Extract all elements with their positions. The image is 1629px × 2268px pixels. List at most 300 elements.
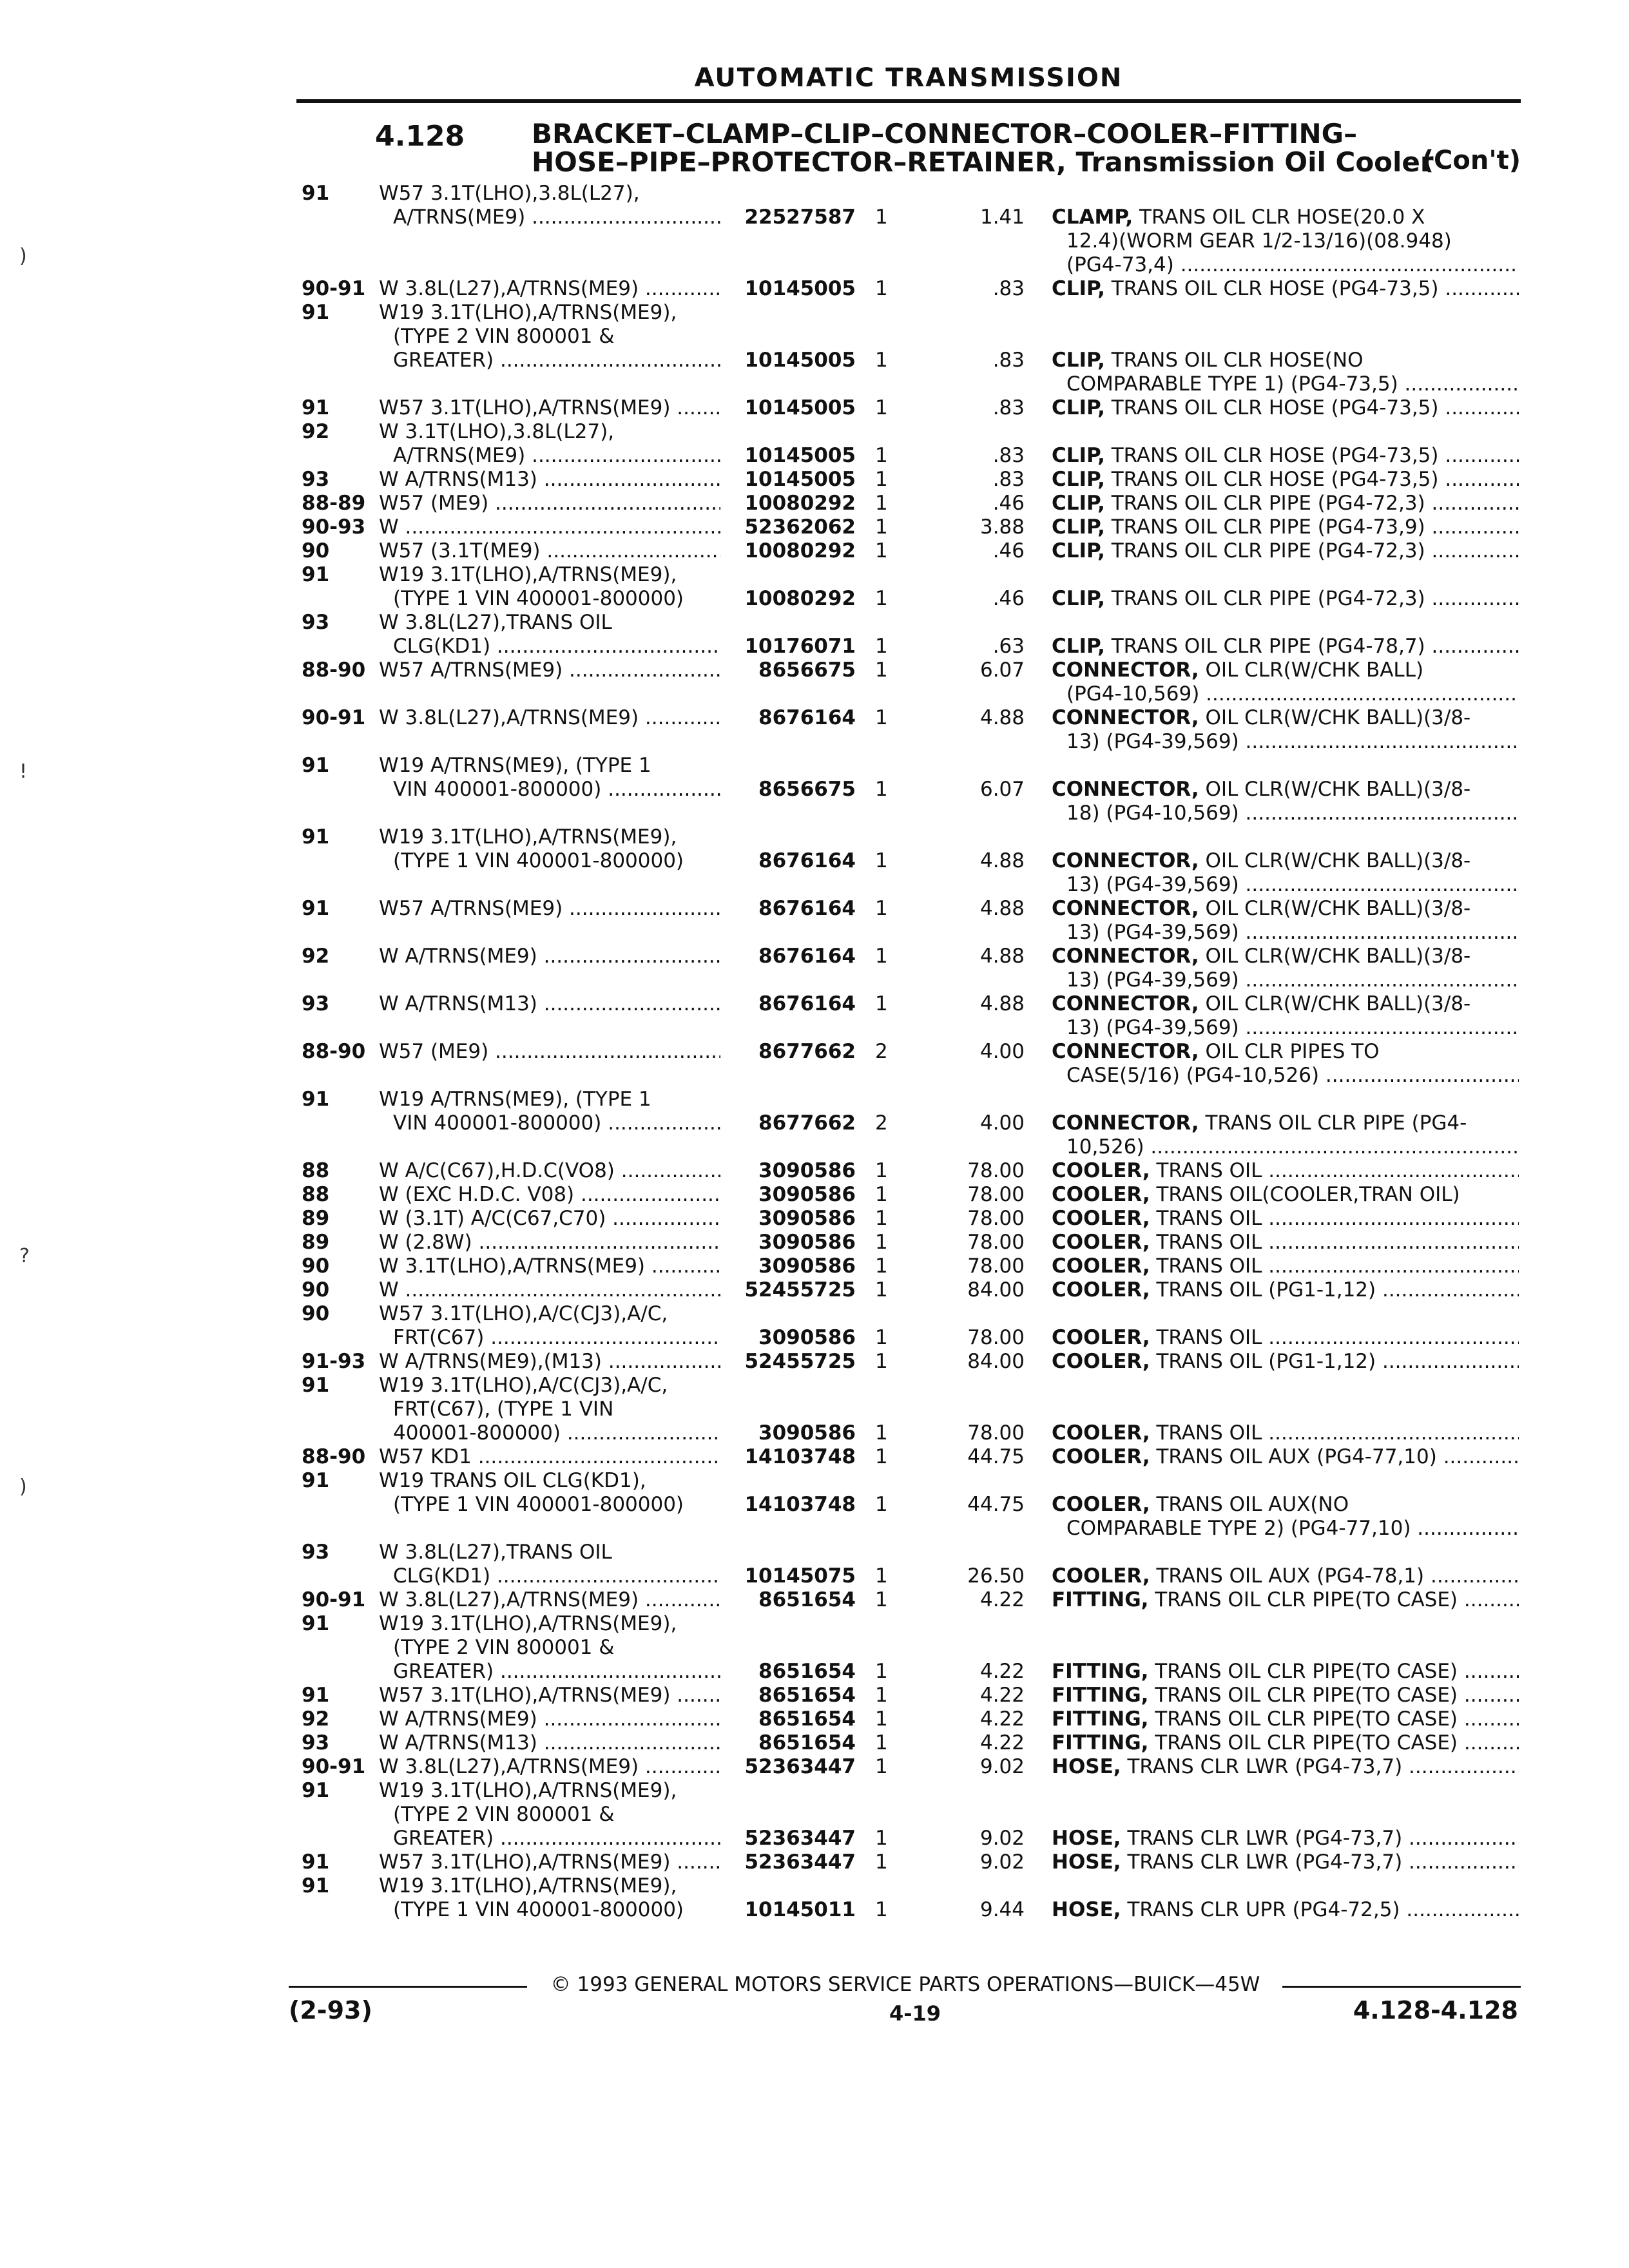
model-year: 93	[302, 611, 330, 634]
usage-description: W57 A/TRNS(ME9) .....	[379, 658, 720, 682]
table-row	[0, 1207, 1629, 1231]
quantity: 1	[875, 1660, 888, 1683]
margin-mark: )	[19, 245, 27, 267]
part-name	[1052, 1898, 1519, 1922]
usage-description: W57 3.1T(LHO),A/C(CJ3),A/C,	[379, 1302, 668, 1325]
price: 78.00	[967, 1421, 1025, 1445]
margin-mark: ?	[19, 1245, 30, 1267]
price: 44.75	[967, 1445, 1025, 1468]
part-name-text: TRANS OIL CLR PIPE(TO CASE)	[1155, 1731, 1458, 1754]
part-number: 10145005	[744, 444, 856, 467]
price: .46	[992, 587, 1025, 610]
part-number: 8676164	[758, 992, 856, 1015]
part-name	[1052, 1040, 1519, 1064]
model-year: 93	[302, 1731, 330, 1754]
usage-description: W19 A/TRNS(ME9), (TYPE 1	[379, 754, 651, 777]
quantity: 1	[875, 277, 888, 300]
usage-description: W 3.1T(LHO),3.8L(L27),	[379, 420, 615, 443]
usage-description: W 3.1T(LHO),A/TRNS(ME9) .....	[379, 1254, 720, 1278]
part-name-keyword: CLIP,	[1052, 277, 1105, 300]
price: 4.88	[979, 897, 1025, 920]
table-row	[0, 1660, 1629, 1684]
part-name-keyword: CONNECTOR,	[1052, 778, 1199, 801]
quantity: 1	[875, 1254, 888, 1278]
usage-description: (TYPE 1 VIN 400001-800000)	[393, 1898, 684, 1921]
usage-description: W19 3.1T(LHO),A/C(CJ3),A/C,	[379, 1374, 668, 1397]
part-name	[1066, 229, 1519, 253]
model-year: 93	[302, 468, 330, 491]
table-row	[0, 277, 1629, 301]
table-row	[0, 849, 1629, 873]
part-number: 10145005	[744, 396, 856, 419]
part-number: 3090586	[758, 1159, 856, 1182]
table-row	[0, 1541, 1629, 1564]
table-row	[0, 1398, 1629, 1421]
table-row	[0, 1755, 1629, 1779]
model-year: 91	[302, 1469, 330, 1492]
part-name-keyword: FITTING,	[1052, 1684, 1149, 1707]
table-row	[0, 1064, 1629, 1088]
quantity: 1	[875, 658, 888, 682]
model-year: 91	[302, 182, 330, 205]
part-name	[1066, 682, 1519, 706]
part-name-keyword: CLIP,	[1052, 468, 1105, 491]
part-number: 22527587	[744, 206, 856, 229]
table-row	[0, 182, 1629, 206]
part-number: 52363447	[744, 1755, 856, 1778]
part-number: 8677662	[758, 1040, 856, 1063]
model-year: 90-91	[302, 1588, 366, 1611]
model-year: 90	[302, 539, 330, 562]
price: 44.75	[967, 1493, 1025, 1516]
usage-description: W A/C(C67),H.D.C(VO8) .....	[379, 1159, 720, 1183]
part-name-text: TRANS OIL CLR PIPE (PG4-73,9)	[1111, 515, 1425, 539]
part-name	[1052, 206, 1519, 229]
price: .83	[992, 396, 1025, 419]
part-name	[1052, 897, 1519, 921]
usage-description: CLG(KD1) .....	[393, 1564, 720, 1588]
table-row	[0, 992, 1629, 1016]
model-year: 88-90	[302, 1040, 366, 1063]
table-row	[0, 635, 1629, 658]
part-name-keyword: COOLER,	[1052, 1421, 1150, 1445]
table-row	[0, 682, 1629, 706]
usage-description: W57 KD1 .....	[379, 1445, 720, 1469]
part-name-keyword: FITTING,	[1052, 1707, 1149, 1731]
part-name	[1052, 1278, 1519, 1302]
part-name-text: TRANS OIL CLR HOSE(NO	[1111, 349, 1364, 372]
quantity: 1	[875, 992, 888, 1015]
usage-description: GREATER) .....	[393, 1660, 720, 1684]
model-year: 90-91	[302, 706, 366, 729]
quantity: 1	[875, 1564, 888, 1588]
quantity: 1	[875, 1898, 888, 1921]
part-name-keyword: CONNECTOR,	[1052, 945, 1199, 968]
part-name	[1052, 492, 1519, 515]
quantity: 1	[875, 587, 888, 610]
part-name-text: TRANS OIL CLR PIPE (PG4-78,7)	[1111, 635, 1425, 658]
usage-description: W .....	[379, 1278, 720, 1302]
quantity: 1	[875, 539, 888, 562]
part-name-keyword: COOLER,	[1052, 1493, 1150, 1516]
quantity: 1	[875, 1350, 888, 1373]
part-name	[1052, 1731, 1519, 1755]
usage-description: W19 TRANS OIL CLG(KD1),	[379, 1469, 646, 1492]
price: 4.22	[979, 1588, 1025, 1611]
part-name	[1052, 1850, 1519, 1874]
table-row	[0, 1278, 1629, 1302]
usage-description: W57 A/TRNS(ME9) .....	[379, 897, 720, 921]
table-row	[0, 325, 1629, 349]
table-row	[0, 825, 1629, 849]
model-year: 91	[302, 396, 330, 419]
part-name-text: TRANS OIL CLR PIPE (PG4-72,3)	[1111, 587, 1425, 610]
part-number: 8651654	[758, 1588, 856, 1611]
usage-description: W A/TRNS(M13) .....	[379, 468, 720, 492]
part-name-text: OIL CLR(W/CHK BALL)(3/8-	[1205, 992, 1471, 1015]
part-name	[1066, 1016, 1519, 1040]
part-number: 3090586	[758, 1183, 856, 1206]
part-name-keyword: COOLER,	[1052, 1350, 1150, 1373]
quantity: 1	[875, 492, 888, 515]
part-name	[1066, 802, 1519, 825]
table-row	[0, 1040, 1629, 1064]
part-number: 10080292	[744, 587, 856, 610]
table-row	[0, 349, 1629, 372]
part-name	[1052, 349, 1519, 372]
part-name	[1052, 468, 1519, 492]
part-name	[1052, 778, 1519, 802]
part-name	[1052, 706, 1519, 730]
model-year: 91	[302, 563, 330, 586]
footer-copyright: © 1993 GENERAL MOTORS SERVICE PARTS OPERATIONS—BUICK—45W	[550, 1973, 1260, 1996]
price: .83	[992, 277, 1025, 300]
table-row	[0, 706, 1629, 730]
footer-date-code: (2-93)	[289, 1996, 372, 2024]
part-number: 8651654	[758, 1731, 856, 1754]
price: 4.88	[979, 706, 1025, 729]
price: 78.00	[967, 1207, 1025, 1230]
part-name-text: TRANS OIL	[1156, 1159, 1262, 1182]
model-year: 88-90	[302, 1445, 366, 1468]
usage-description: W (EXC H.D.C. V08) .....	[379, 1183, 720, 1207]
part-name-text: COMPARABLE TYPE 1) (PG4-73,5)	[1066, 372, 1398, 396]
table-row	[0, 1016, 1629, 1040]
part-name-text: TRANS CLR LWR (PG4-73,7)	[1127, 1827, 1403, 1850]
table-row	[0, 206, 1629, 229]
part-name	[1052, 1588, 1519, 1612]
usage-description: FRT(C67), (TYPE 1 VIN	[393, 1398, 614, 1421]
usage-description: W19 3.1T(LHO),A/TRNS(ME9),	[379, 1779, 677, 1802]
part-name-text: 13) (PG4-39,569)	[1066, 968, 1239, 992]
part-name-text: (PG4-73,4)	[1066, 253, 1174, 276]
part-number: 10145011	[744, 1898, 856, 1921]
model-year: 88-90	[302, 658, 366, 682]
price: 78.00	[967, 1231, 1025, 1254]
model-year: 91	[302, 1779, 330, 1802]
part-number: 10176071	[744, 635, 856, 658]
part-name-text: TRANS OIL (PG1-1,12)	[1156, 1278, 1376, 1302]
price: 78.00	[967, 1159, 1025, 1182]
section-title	[532, 120, 1521, 177]
quantity: 1	[875, 1445, 888, 1468]
price: 3.88	[979, 515, 1025, 539]
table-row	[0, 1254, 1629, 1278]
part-name-text: TRANS OIL AUX (PG4-78,1)	[1156, 1564, 1425, 1588]
model-year: 91	[302, 1850, 330, 1874]
table-row	[0, 611, 1629, 635]
price: 4.22	[979, 1684, 1025, 1707]
quantity: 1	[875, 706, 888, 729]
table-row	[0, 658, 1629, 682]
part-name-text: TRANS OIL CLR PIPE(TO CASE)	[1155, 1707, 1458, 1731]
price: .83	[992, 444, 1025, 467]
part-name	[1052, 1254, 1519, 1278]
table-row	[0, 1493, 1629, 1517]
part-name-keyword: COOLER,	[1052, 1159, 1150, 1182]
usage-description: W (2.8W) .....	[379, 1231, 720, 1254]
usage-description: W 3.8L(L27),A/TRNS(ME9) .....	[379, 1755, 720, 1779]
usage-description: GREATER) .....	[393, 349, 720, 372]
part-name	[1066, 1064, 1519, 1088]
model-year: 89	[302, 1231, 330, 1254]
usage-description: W 3.8L(L27),TRANS OIL	[379, 611, 612, 634]
usage-description: W A/TRNS(ME9),(M13) .....	[379, 1350, 720, 1374]
part-name	[1066, 873, 1519, 897]
usage-description: W57 3.1T(LHO),A/TRNS(ME9) .....	[379, 1684, 720, 1707]
part-name-keyword: CLAMP,	[1052, 206, 1133, 229]
footer-rule-left	[289, 1986, 527, 1988]
table-row	[0, 778, 1629, 802]
table-row	[0, 1445, 1629, 1469]
usage-description: W 3.8L(L27),A/TRNS(ME9) .....	[379, 277, 720, 301]
page-header: AUTOMATIC TRANSMISSION	[694, 63, 1123, 93]
part-number: 8656675	[758, 658, 856, 682]
part-name-keyword: COOLER,	[1052, 1445, 1150, 1468]
table-row	[0, 921, 1629, 945]
part-name-text: 13) (PG4-39,569)	[1066, 730, 1239, 753]
part-name	[1052, 1445, 1519, 1469]
part-name-text: 13) (PG4-39,569)	[1066, 1016, 1239, 1039]
part-name-keyword: CONNECTOR,	[1052, 992, 1199, 1015]
part-name-text: OIL CLR(W/CHK BALL)(3/8-	[1205, 778, 1471, 801]
part-name-keyword: COOLER,	[1052, 1564, 1150, 1588]
part-name	[1052, 1755, 1519, 1779]
price: 84.00	[967, 1278, 1025, 1302]
part-number: 10145005	[744, 468, 856, 491]
part-name-text: COMPARABLE TYPE 2) (PG4-77,10)	[1066, 1517, 1411, 1540]
quantity: 1	[875, 1326, 888, 1349]
model-year: 93	[302, 992, 330, 1015]
table-row	[0, 1779, 1629, 1803]
table-row	[0, 1564, 1629, 1588]
part-name-keyword: CONNECTOR,	[1052, 658, 1199, 682]
quantity: 1	[875, 1159, 888, 1182]
price: 9.02	[979, 1755, 1025, 1778]
quantity: 1	[875, 1755, 888, 1778]
table-row	[0, 539, 1629, 563]
model-year: 90-91	[302, 277, 366, 300]
price: 4.22	[979, 1707, 1025, 1731]
usage-description: FRT(C67) .....	[393, 1326, 720, 1350]
part-name-keyword: CONNECTOR,	[1052, 897, 1199, 920]
quantity: 1	[875, 1731, 888, 1754]
table-row	[0, 444, 1629, 468]
table-row	[0, 1231, 1629, 1254]
usage-description: (TYPE 2 VIN 800001 &	[393, 325, 615, 348]
usage-description: W57 3.1T(LHO),A/TRNS(ME9) .....	[379, 396, 720, 420]
price: 4.22	[979, 1660, 1025, 1683]
quantity: 1	[875, 1707, 888, 1731]
quantity: 1	[875, 1207, 888, 1230]
part-name-text: TRANS OIL CLR HOSE(20.0 X	[1139, 206, 1425, 229]
table-row	[0, 396, 1629, 420]
table-row	[0, 1374, 1629, 1398]
table-row	[0, 1827, 1629, 1850]
usage-description: GREATER) .....	[393, 1827, 720, 1850]
table-row	[0, 1135, 1629, 1159]
part-number: 10145005	[744, 277, 856, 300]
part-name-text: TRANS OIL	[1156, 1207, 1262, 1230]
part-name	[1052, 945, 1519, 968]
part-name	[1066, 253, 1519, 277]
part-name	[1052, 277, 1519, 301]
part-name-keyword: COOLER,	[1052, 1278, 1150, 1302]
quantity: 1	[875, 778, 888, 801]
model-year: 88-89	[302, 492, 366, 515]
part-number: 10080292	[744, 539, 856, 562]
part-name	[1052, 1326, 1519, 1350]
usage-description: W A/TRNS(ME9) .....	[379, 945, 720, 968]
quantity: 1	[875, 396, 888, 419]
table-row	[0, 945, 1629, 968]
quantity: 1	[875, 349, 888, 372]
usage-description: W57 (ME9) .....	[379, 1040, 720, 1064]
part-number: 3090586	[758, 1231, 856, 1254]
part-name-text: TRANS CLR UPR (PG4-72,5)	[1127, 1898, 1400, 1921]
section-number: 4.128	[375, 120, 465, 153]
part-name-text: TRANS OIL	[1156, 1231, 1262, 1254]
part-number: 8651654	[758, 1660, 856, 1683]
part-name-text: TRANS OIL AUX (PG4-77,10)	[1156, 1445, 1437, 1468]
section-title-line-1: BRACKET–CLAMP–CLIP–CONNECTOR–COOLER–FITTING–	[532, 118, 1358, 149]
quantity: 1	[875, 635, 888, 658]
part-name	[1066, 730, 1519, 754]
part-name	[1052, 444, 1519, 468]
part-name-keyword: CONNECTOR,	[1052, 1040, 1199, 1063]
usage-description: W57 3.1T(LHO),A/TRNS(ME9) .....	[379, 1850, 720, 1874]
usage-description: (TYPE 1 VIN 400001-800000)	[393, 587, 684, 610]
margin-mark: !	[19, 760, 28, 783]
table-row	[0, 897, 1629, 921]
model-year: 91	[302, 825, 330, 849]
price: 6.07	[979, 658, 1025, 682]
part-name	[1052, 539, 1519, 563]
part-name-keyword: CLIP,	[1052, 444, 1105, 467]
usage-description: W19 3.1T(LHO),A/TRNS(ME9),	[379, 1612, 677, 1635]
part-number: 3090586	[758, 1326, 856, 1349]
part-number: 8651654	[758, 1707, 856, 1731]
table-row	[0, 1469, 1629, 1493]
part-number: 14103748	[744, 1493, 856, 1516]
price: 4.00	[979, 1040, 1025, 1063]
price: .63	[992, 635, 1025, 658]
usage-description: VIN 400001-800000) .....	[393, 778, 720, 802]
table-row	[0, 1898, 1629, 1922]
quantity: 1	[875, 468, 888, 491]
part-name	[1052, 1111, 1519, 1135]
price: 4.00	[979, 1111, 1025, 1135]
part-number: 52363447	[744, 1850, 856, 1874]
margin-mark: )	[19, 1475, 27, 1498]
part-name-keyword: CONNECTOR,	[1052, 1111, 1199, 1135]
part-number: 52363447	[744, 1827, 856, 1850]
usage-description: W19 3.1T(LHO),A/TRNS(ME9),	[379, 301, 677, 324]
part-name-text: TRANS OIL CLR PIPE (PG4-72,3)	[1111, 539, 1425, 562]
table-row	[0, 253, 1629, 277]
price: 4.22	[979, 1731, 1025, 1754]
price: .83	[992, 468, 1025, 491]
model-year: 91	[302, 754, 330, 777]
part-number: 8651654	[758, 1684, 856, 1707]
part-name-keyword: HOSE,	[1052, 1755, 1121, 1778]
quantity: 2	[875, 1040, 888, 1063]
usage-description: W .....	[379, 515, 720, 539]
part-name-text: TRANS OIL CLR HOSE (PG4-73,5)	[1111, 396, 1439, 419]
part-name	[1052, 1660, 1519, 1684]
part-name	[1052, 1207, 1519, 1231]
quantity: 1	[875, 1588, 888, 1611]
quantity: 1	[875, 1183, 888, 1206]
table-row	[0, 1612, 1629, 1636]
table-row	[0, 1707, 1629, 1731]
part-name	[1052, 1493, 1519, 1517]
table-row	[0, 1350, 1629, 1374]
part-name-keyword: CLIP,	[1052, 587, 1105, 610]
table-row	[0, 1183, 1629, 1207]
part-name-keyword: FITTING,	[1052, 1731, 1149, 1754]
part-name-keyword: FITTING,	[1052, 1588, 1149, 1611]
model-year: 90-93	[302, 515, 366, 539]
model-year: 93	[302, 1541, 330, 1564]
part-name-text: TRANS OIL CLR PIPE(TO CASE)	[1155, 1588, 1458, 1611]
part-name-text: OIL CLR PIPES TO	[1205, 1040, 1380, 1063]
part-name	[1052, 396, 1519, 420]
part-name-keyword: CLIP,	[1052, 515, 1105, 539]
quantity: 1	[875, 444, 888, 467]
part-number: 8676164	[758, 849, 856, 872]
part-name-keyword: HOSE,	[1052, 1850, 1121, 1874]
part-name-text: (PG4-10,569)	[1066, 682, 1200, 706]
usage-description: W19 A/TRNS(ME9), (TYPE 1	[379, 1088, 651, 1111]
usage-description: W19 3.1T(LHO),A/TRNS(ME9),	[379, 825, 677, 849]
price: .46	[992, 492, 1025, 515]
part-name-keyword: CONNECTOR,	[1052, 849, 1199, 872]
part-name-text: TRANS OIL (PG1-1,12)	[1156, 1350, 1376, 1373]
part-number: 8677662	[758, 1111, 856, 1135]
part-name-keyword: FITTING,	[1052, 1660, 1149, 1683]
price: 1.41	[979, 206, 1025, 229]
part-name-text: 18) (PG4-10,569)	[1066, 802, 1239, 825]
part-name-text: TRANS OIL	[1156, 1254, 1262, 1278]
part-name	[1066, 921, 1519, 945]
price: 9.02	[979, 1850, 1025, 1874]
part-number: 8676164	[758, 945, 856, 968]
price: 84.00	[967, 1350, 1025, 1373]
usage-description: W A/TRNS(M13) .....	[379, 1731, 720, 1755]
usage-description: W A/TRNS(ME9) .....	[379, 1707, 720, 1731]
part-name-text: TRANS OIL CLR PIPE (PG4-72,3)	[1111, 492, 1425, 515]
